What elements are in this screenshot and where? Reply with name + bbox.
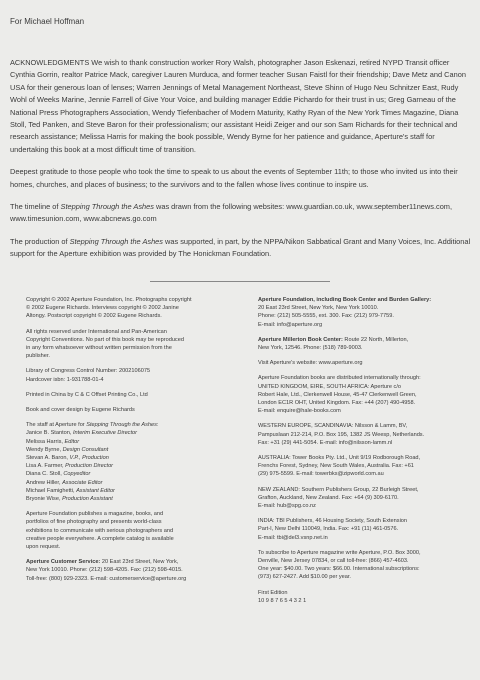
book-title: Stepping Through the Ashes bbox=[60, 202, 154, 212]
staff-member: Michael Famighetti, Assistant Editor bbox=[26, 487, 115, 494]
distributor-western-europe: WESTERN EUROPE, SCANDINAVIA: Nilsson & Lamm, BV, Pampuslaan 212-214, P.O. Box 195, 1382 JS Weesp, Netherlands. Fax: +31 (29) 441-5054. E-mail: info@nilsson-lamm.nl bbox=[258, 423, 425, 446]
distributors-block: Aperture Foundation books are distributed internationally through: UNITED KINGDOM, EIRE, SOUTH AFRICA: Aperture c/o Robert Hale, Ltd., Clerkenwell House, 45-47 Clerkenwell Green, London EC1R OHT, United Kingdom. Fax: +44 (207) 490-4958. E-mail: enquire@hale-books.com bbox=[258, 375, 421, 415]
gratitude-paragraph: Deepest gratitude to those people who took the time to speak to us about the events of September 11th; to those who invited us into their homes, churches, and places of business; to the survivors and to the fallen whose lives continue to inspire us. bbox=[10, 167, 458, 189]
design-credit: Book and cover design by Eugene Richards bbox=[26, 407, 135, 414]
copyright-block: Copyright © 2002 Aperture Foundation, Inc. Photographs copyright © 2002 Eugene Richards. Interviews copyright © 2002 Janine Altongy. Postscript copyright © 2002 Eugene Richards. bbox=[26, 297, 192, 320]
foundation-block: Aperture Foundation, including Book Center and Burden Gallery: 20 East 23rd Street, New York, New York 10010. Phone: (212) 505-5555, ext. 300. Fax: (212) 979-7759. E-mail: info@aperture.org bbox=[258, 297, 432, 328]
library-of-congress-block: Library of Congress Control Number: 2002106075 Hardcover isbn: 1-931788-01-4 bbox=[26, 368, 151, 383]
staff-member: Wendy Byrne, Design Consultant bbox=[26, 446, 109, 453]
staff-member: Bryonie Wise, Production Assistant bbox=[26, 496, 113, 503]
distributor-australia: AUSTRALIA: Tower Books Pty. Ltd., Unit 9/19 Rodborough Road, Frenchs Forest, Sydney, New South Wales, Australia. Fax: +61 (29) 975-5599. E-mail: towerbks@zipworld.com.au bbox=[258, 455, 421, 478]
staff-member: Melissa Harris, Editor bbox=[26, 438, 80, 445]
acknowledgments-paragraph: ACKNOWLEDGMENTS We wish to thank construction worker Rory Walsh, photographer Jason Eskenazi, retired NYPD Transit officer Cynthia Gorrin, realtor Patrice Mack, caregiver Lauren Murduca, and former teacher Susan Faistl for their friendship; Dave Metz and Canon USA for their generous loan of lenses; Warren Jennings of Metal Management Northeast, Steve Shinn of Hugo Neu Schnitzer East, Rudy Wohl of Weeks Marine, Jennie Farrell of Give Your Voice, and building manager Eddie Pichardo for their trust in us; Greg Garneau of the National Press Photographers Association, Wendy Tiefenbacher of Modern Maturity, Kathy Ryan of the New York Times Magazine, Diana Stoll, Ted Panken, and Steve Baron for their professionalism; our assistant Heidi Zeiger and our son Sam Richards for their technical and research assistance; Melissa Harris for making the book possible, Wendy Byrne for her patience and guidance, Aperture's staff for undertaking this book at a most difficult time of transition. bbox=[10, 58, 466, 154]
edition-block: First Edition 10 9 8 7 6 5 4 3 2 1 bbox=[258, 589, 307, 604]
mission-block: Aperture Foundation publishes a magazine, books, and portfolios of fine photography and presents world-class exhibitions to communicate with serious photographers and creative people everywhere. A complete catalog is available upon request. bbox=[26, 511, 174, 551]
rights-block: All rights reserved under International and Pan-American Copyright Conventions. No part of this book may be reproduced in any form whatsoever without written permission from the publisher. bbox=[26, 328, 184, 360]
millerton-block: Aperture Millerton Book Center: Route 22 North, Millerton, New York, 12546. Phone: (518) 789-9003. bbox=[258, 336, 409, 352]
book-title: Stepping Through the Ashes bbox=[69, 236, 163, 246]
production-paragraph: The production of Stepping Through the Ashes was supported, in part, by the NPPA/Nikon Sabbatical Grant and Many Voices, Inc. Additional support for the Aperture exhibition was provided by The Honickman Foundation. bbox=[10, 236, 471, 259]
customer-service-block: Aperture Customer Service: 20 East 23rd Street, New York, New York 10010. Phone: (212) 598-4205. Fax: (212) 598-4015. Toll-free: (800) 929-2323. E-mail: customerservice@aperture.org bbox=[26, 559, 187, 582]
section-divider bbox=[150, 281, 330, 282]
right-column bbox=[258, 296, 472, 612]
distributor-new-zealand: NEW ZEALAND: Southern Publishers Group, 22 Burleigh Street, Grafton, Auckland, New Zealand. Fax: +64 (9) 309-6170. E-mail: hub@spg.co.nz bbox=[258, 486, 419, 510]
distributor-india: INDIA: TBI Publishers, 46 Housing Society, South Extension Part-I, New Delhi 110049, India. Fax: +91 (11) 461-0576. E-mail: tbi@del3.vsnp.net.in bbox=[258, 518, 408, 541]
subscription-block: To subscribe to Aperture magazine write Aperture, P.O. Box 3000, Denville, New Jersey 07834, or call toll-free: (866) 457-4603. One year: $40.00. Two years: $66.00. International subscriptions: (973) 627-2427. Add $10.00 per year. bbox=[258, 549, 421, 581]
staff-member: Andrew Hiller, Associate Editor bbox=[26, 479, 103, 486]
dedication: For Michael Hoffman bbox=[10, 17, 85, 26]
staff-member: Janice B. Stanton, Interim Executive Director bbox=[26, 430, 138, 437]
printed-line: Printed in China by C & C Offset Printing Co., Ltd bbox=[26, 391, 148, 398]
staff-member: Stevan A. Baron, V.P., Production bbox=[26, 455, 109, 462]
left-column bbox=[26, 296, 248, 590]
acknowledgments-block bbox=[10, 57, 472, 271]
timeline-paragraph: The timeline of Stepping Through the Ashes was drawn from the following websites: www.guardian.co.uk, www.september11news.com, www.timesunion.com, www.abcnews.go.com bbox=[10, 202, 453, 224]
staff-block bbox=[26, 421, 248, 503]
staff-heading: The staff at Aperture for Stepping Through the Ashes: bbox=[26, 422, 159, 429]
staff-member: Lisa A. Farmer, Production Director bbox=[26, 463, 114, 470]
staff-member: Diana C. Stoll, Copyeditor bbox=[26, 471, 91, 478]
website-line: Visit Aperture's website: www.aperture.org bbox=[258, 360, 363, 367]
